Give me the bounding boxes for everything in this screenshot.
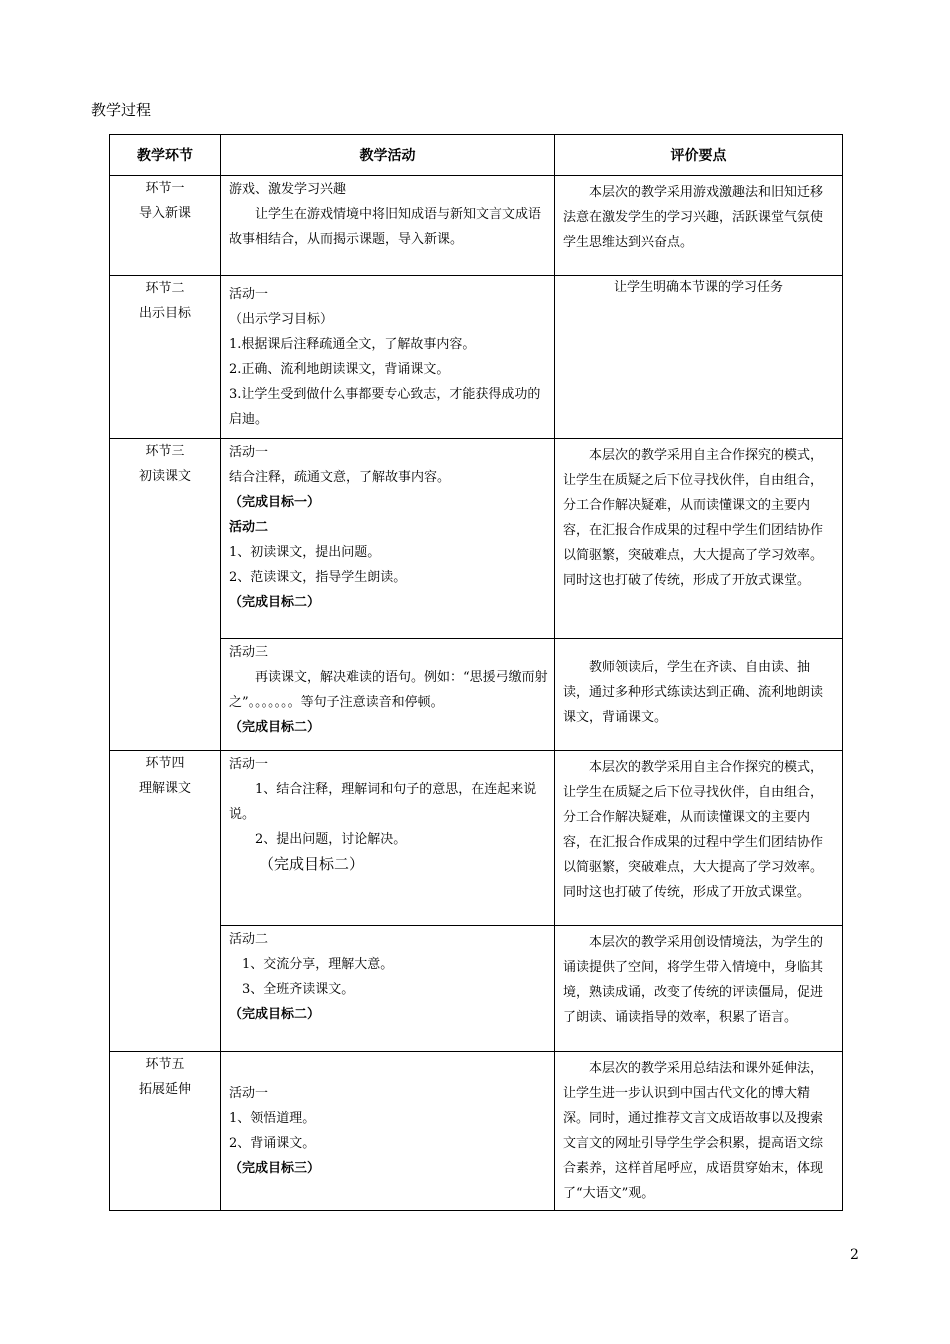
goal-label: （完成目标二） xyxy=(229,720,321,735)
page-number: 2 xyxy=(850,1247,859,1263)
activity-line: （出示学习目标） xyxy=(229,312,334,327)
activity-line: 活动一 xyxy=(229,287,269,302)
activity-line: 2、背诵课文。 xyxy=(229,1136,316,1151)
activity-line: 结合注释，疏通文意，了解故事内容。 xyxy=(229,470,451,485)
stage-title: 出示目标 xyxy=(138,306,191,321)
section-title: 教学过程 xyxy=(91,101,152,119)
activity-cell xyxy=(221,639,555,751)
evaluation-text: 教师领读后，学生在齐读、自由读、抽读，通过多种形式练读达到正确、流利地朗读课文，背诵课文。 xyxy=(563,660,824,725)
stage-name: 环节一 xyxy=(145,181,185,196)
stage-name: 环节五 xyxy=(145,1057,185,1072)
activity-line: 活动一 xyxy=(229,445,269,460)
teaching-process-table xyxy=(109,134,843,1211)
activity-line: 1.根据课后注释疏通全文，了解故事内容。 xyxy=(229,337,476,352)
activity-line: 3、全班齐读课文。 xyxy=(242,982,355,997)
stage-title: 拓展延伸 xyxy=(138,1082,191,1097)
stage-cell xyxy=(110,1052,221,1211)
evaluation-cell xyxy=(555,926,843,1052)
stage-cell xyxy=(110,751,221,1052)
table-row xyxy=(110,276,843,439)
stage-name: 环节二 xyxy=(145,281,185,296)
activity-line: 再读课文，解决难读的语句。例如：“思援弓缴而射之”。。。。。。。等句子注意读音和停顿。 xyxy=(229,670,548,710)
activity-line: 1、初读课文，提出问题。 xyxy=(229,545,381,560)
activity-cell xyxy=(221,751,555,926)
header-evaluation: 评价要点 xyxy=(555,135,843,176)
evaluation-text: 本层次的教学采用创设情境法，为学生的诵读提供了空间，将学生带入情境中，身临其境，熟读成诵，改变了传统的评读僵局，促进了朗读、诵读指导的效率，积累了语言。 xyxy=(563,935,824,1025)
activity-line: 活动一 xyxy=(229,1086,269,1101)
goal-label: （完成目标二） xyxy=(259,855,365,873)
stage-cell xyxy=(110,176,221,276)
header-stage: 教学环节 xyxy=(110,135,221,176)
activity-cell xyxy=(221,276,555,439)
stage-title: 初读课文 xyxy=(138,469,191,484)
table-row xyxy=(110,176,843,276)
activity-cell xyxy=(221,439,555,639)
activity-line: 活动二 xyxy=(229,520,269,535)
table-row xyxy=(110,439,843,639)
activity-cell xyxy=(221,926,555,1052)
evaluation-cell xyxy=(555,439,843,639)
activity-line: 让学生在游戏情境中将旧知成语与新知文言文成语故事相结合，从而揭示课题，导入新课。 xyxy=(229,207,542,247)
goal-label: （完成目标二） xyxy=(229,595,321,610)
stage-cell xyxy=(110,439,221,751)
goal-label: （完成目标三） xyxy=(229,1161,321,1176)
evaluation-cell xyxy=(555,639,843,751)
evaluation-cell xyxy=(555,1052,843,1211)
activity-line: 活动三 xyxy=(229,645,269,660)
table-row xyxy=(110,1052,843,1211)
stage-title: 理解课文 xyxy=(138,781,191,796)
stage-name: 环节三 xyxy=(145,444,185,459)
activity-cell xyxy=(221,1052,555,1211)
activity-line: 活动二 xyxy=(229,932,269,947)
goal-label: （完成目标一） xyxy=(229,495,321,510)
activity-line: 活动一 xyxy=(229,757,269,772)
activity-cell xyxy=(221,176,555,276)
evaluation-text: 本层次的教学采用游戏激趣法和旧知迁移法意在激发学生的学习兴趣，活跃课堂气氛使学生思维达到兴奋点。 xyxy=(563,185,824,250)
evaluation-text: 本层次的教学采用总结法和课外延伸法，让学生进一步认识到中国古代文化的博大精深。同时，通过推荐文言文成语故事以及搜索文言文的网址引导学生学会积累，提高语文综合素养，这样首尾呼应，成语贯穿始末，体现了“大语文”观。 xyxy=(563,1061,824,1201)
activity-line: 2.正确、流利地朗读课文，背诵课文。 xyxy=(229,362,450,377)
activity-line: 1、结合注释，理解词和句子的意思，在连起来说说。 xyxy=(229,782,537,822)
activity-line: 2、范读课文，指导学生朗读。 xyxy=(229,570,407,585)
table-row xyxy=(110,751,843,926)
table-header-row xyxy=(110,135,843,176)
activity-line: 1、领悟道理。 xyxy=(229,1111,316,1126)
activity-line: 2、提出问题，讨论解决。 xyxy=(255,832,407,847)
evaluation-cell xyxy=(555,176,843,276)
stage-title: 导入新课 xyxy=(138,206,191,221)
goal-label: （完成目标二） xyxy=(229,1007,321,1022)
header-activity: 教学活动 xyxy=(221,135,555,176)
activity-line: 3.让学生受到做什么事都要专心致志，才能获得成功的启迪。 xyxy=(229,387,541,427)
stage-name: 环节四 xyxy=(145,756,185,771)
evaluation-text: 本层次的教学采用自主合作探究的模式，让学生在质疑之后下位寻找伙伴，自由组合，分工合作解决疑难，从而读懂课文的主要内容，在汇报合作成果的过程中学生们团结协作以简驱繁，突破难点，大大提高了学习效率。同时这也打破了传统，形成了开放式课堂。 xyxy=(563,760,824,900)
evaluation-cell xyxy=(555,751,843,926)
stage-cell xyxy=(110,276,221,439)
evaluation-text: 本层次的教学采用自主合作探究的模式，让学生在质疑之后下位寻找伙伴，自由组合，分工合作解决疑难，从而读懂课文的主要内容，在汇报合作成果的过程中学生们团结协作以简驱繁，突破难点，大大提高了学习效率。同时这也打破了传统，形成了开放式课堂。 xyxy=(563,448,824,588)
evaluation-cell: 让学生明确本节课的学习任务 xyxy=(555,276,843,439)
activity-line: 游戏、激发学习兴趣 xyxy=(229,182,347,197)
activity-line: 1、交流分享，理解大意。 xyxy=(242,957,394,972)
